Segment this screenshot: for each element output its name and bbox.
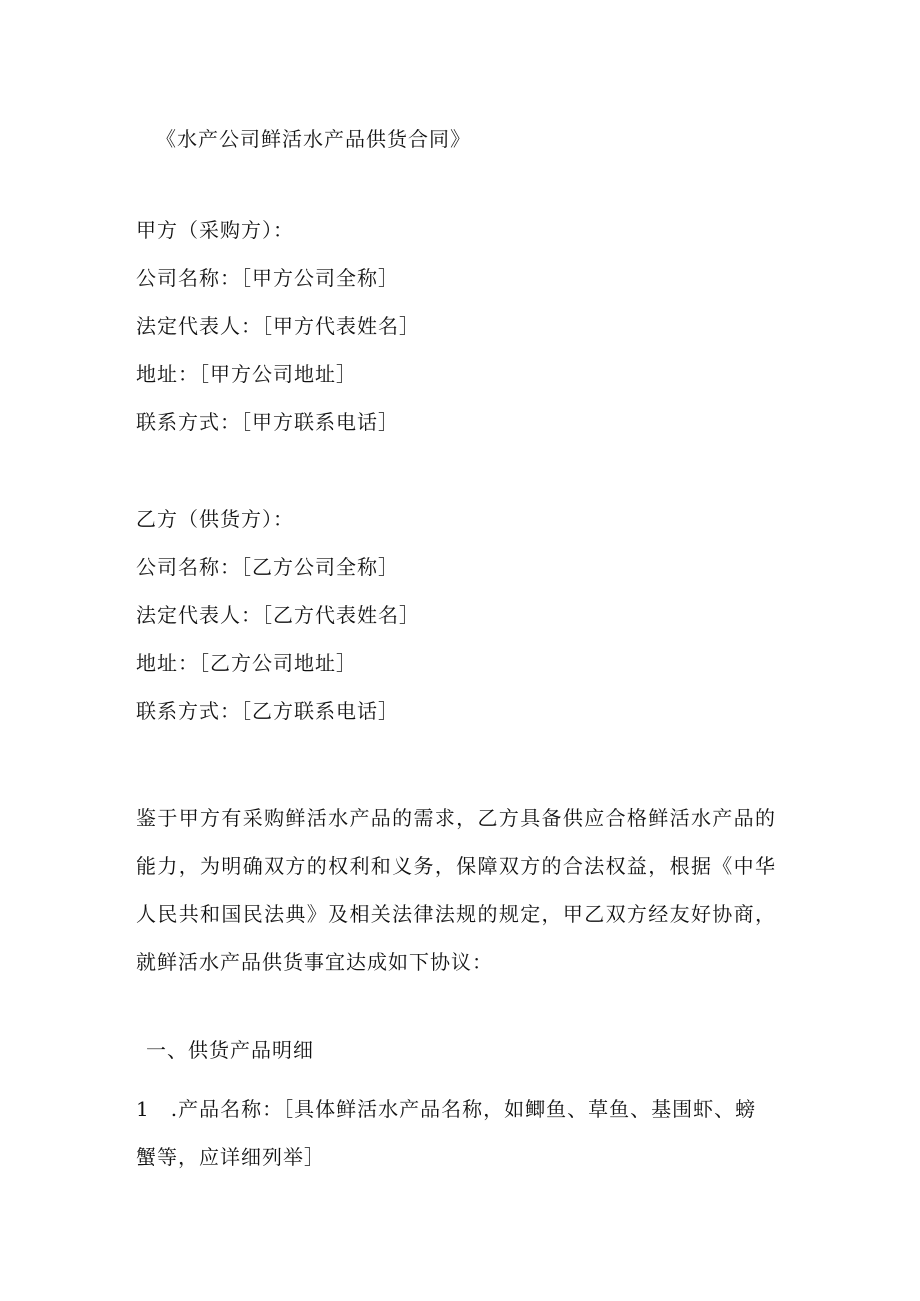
preamble-paragraph: 鉴于甲方有采购鲜活水产品的需求，乙方具备供应合格鲜活水产品的能力，为明确双方的权利和义务，保障双方的合法权益，根据《中华人民共和国民法典》及相关法律法规的规定，甲乙双方经友好协商，就鲜活水产品供货事宜达成如下协议：: [136, 806, 776, 974]
party-b-company: 公司名称：［乙方公司全称］: [136, 555, 399, 579]
party-a-company: 公司名称：［甲方公司全称］: [136, 266, 399, 290]
party-b-representative: 法定代表人：［乙方代表姓名］: [136, 603, 420, 627]
party-b-contact: 联系方式：［乙方联系电话］: [136, 699, 399, 723]
section-heading: 一、供货产品明细: [146, 1038, 314, 1062]
party-a-representative: 法定代表人：［甲方代表姓名］: [136, 314, 420, 338]
product-item: 1 .产品名称：［具体鲜活水产品名称，如鲫鱼、草鱼、基围虾、螃蟹等，应详细列举］: [136, 1097, 757, 1169]
document-title: 《水产公司鲜活水产品供货合同》: [156, 127, 471, 151]
party-b-address: 地址：［乙方公司地址］: [136, 651, 357, 675]
party-a-address: 地址：［甲方公司地址］: [136, 362, 357, 386]
party-a-heading: 甲方（采购方）：: [136, 218, 294, 242]
party-b-heading: 乙方（供货方）：: [136, 507, 294, 531]
party-a-contact: 联系方式：［甲方联系电话］: [136, 410, 399, 434]
